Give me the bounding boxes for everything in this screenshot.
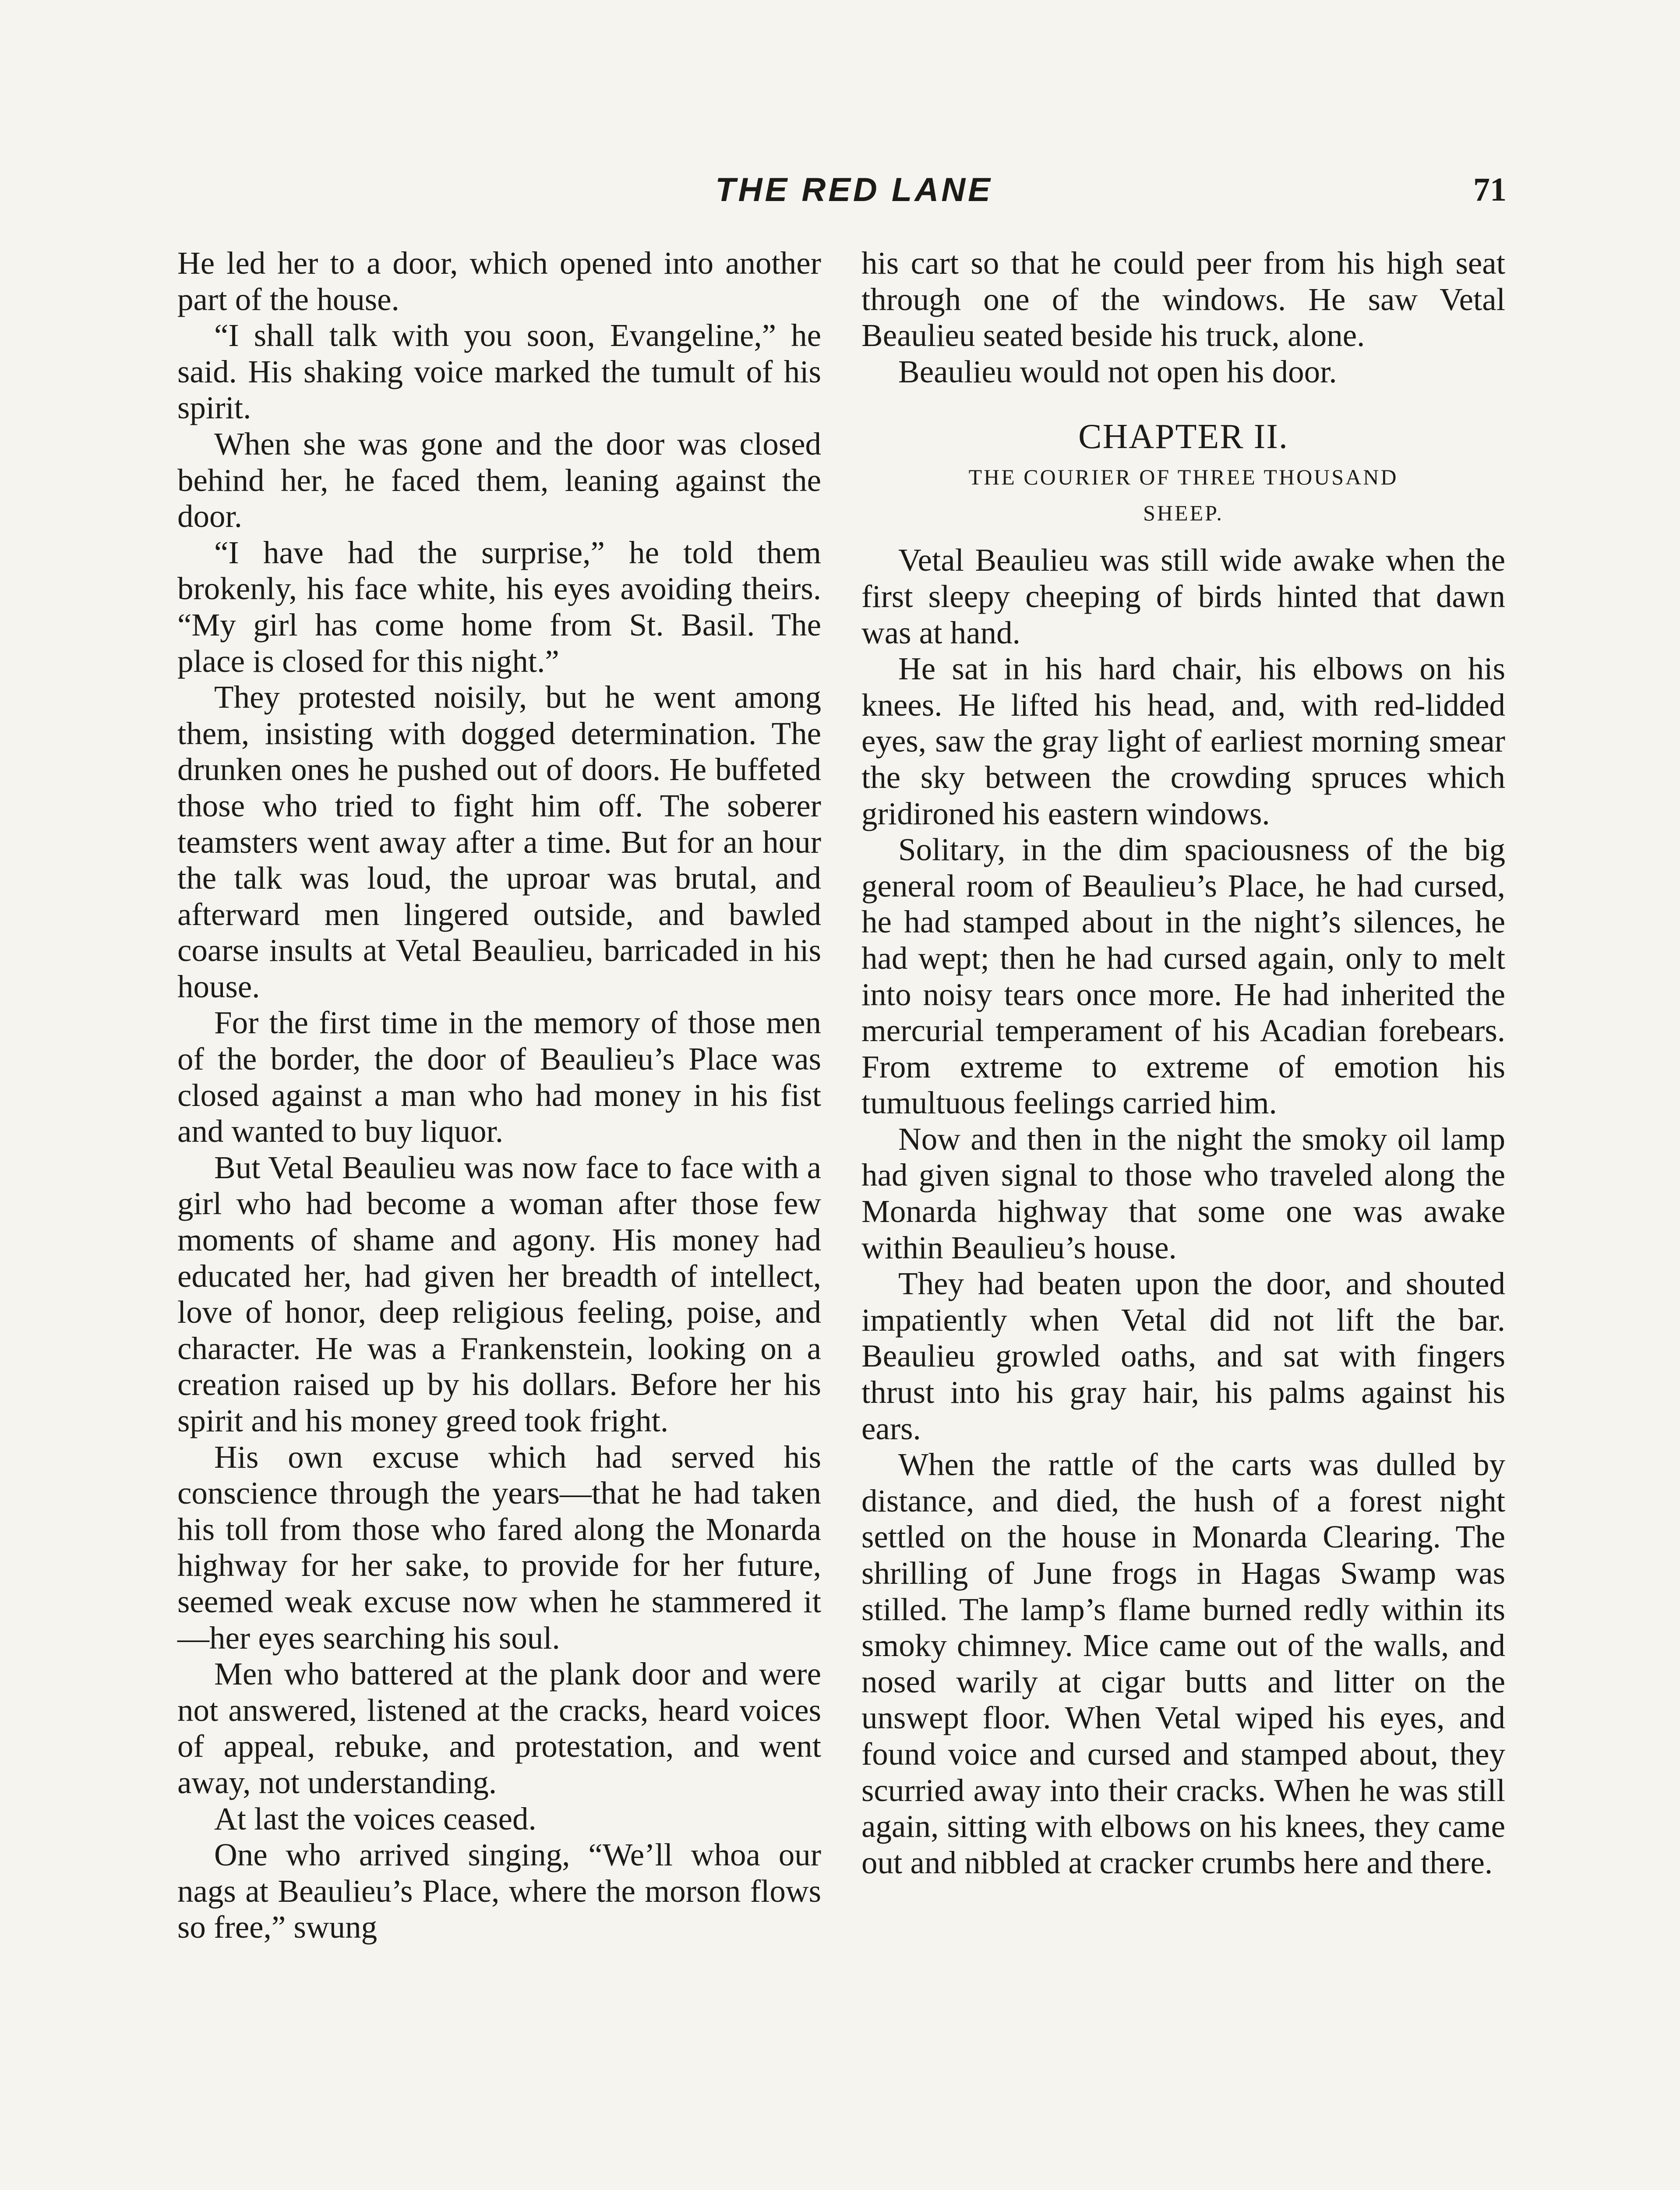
paragraph: When she was gone and the door was closed behind her, he faced them, leaning against the door. [177, 426, 821, 534]
left-column [177, 245, 821, 1946]
paragraph: “I have had the surprise,” he told them brokenly, his face white, his eyes avoiding theirs. “My girl has come home from St. Basil. The place is closed for this night.” [177, 534, 821, 679]
paragraph: When the rattle of the carts was dulled by distance, and died, the hush of a forest night settled on the house in Monarda Clearing. The shrilling of June frogs in Hagas Swamp was stilled. The lamp’s flame burned redly within its smoky chimney. Mice came out of the walls, and nosed warily at cigar butts and litter on the unswept floor. When Vetal wiped his eyes, and found voice and cursed and stamped about, they scurried away into their cracks. When he was still again, sitting with elbows on his knees, they came out and nibbled at cracker crumbs here and there. [861, 1447, 1505, 1880]
paragraph: Solitary, in the dim spaciousness of the big general room of Beaulieu’s Place, he had cursed, he had stamped about in the night’s silences, he had wept; then he had cursed again, only to melt into noisy tears once more. He had inherited the mercurial temperament of his Acadian forebears. From extreme to extreme of emotion his tumultuous feelings carried him. [861, 832, 1505, 1121]
chapter-heading: CHAPTER II. [1078, 417, 1288, 456]
paragraph: Now and then in the night the smoky oil lamp had given signal to those who traveled along the Monarda highway that some one was awake within Beaulieu’s house. [861, 1121, 1505, 1265]
page-number: 71 [1473, 171, 1507, 208]
running-title: THE RED LANE [715, 171, 993, 208]
paragraph: At last the voices ceased. [214, 1801, 536, 1837]
paragraph: They protested noisily, but he went among them, insisting with dogged determination. The drunken ones he pushed out of doors. He buffeted those who tried to fight him off. The soberer teamsters went away after a time. But for an hour the talk was loud, the uproar was brutal, and afterward men lingered outside, and bawled coarse insults at Vetal Beaulieu, barricaded in his house. [177, 679, 821, 1004]
chapter-subtitle [861, 459, 1505, 531]
paragraph: He led her to a door, which opened into another part of the house. [177, 245, 821, 317]
paragraph: “I shall talk with you soon, Evangeline,” he said. His shaking voice marked the tumult of his spirit. [177, 318, 821, 426]
chapter-subtitle-line: SHEEP. [1143, 501, 1224, 526]
paragraph: He sat in his hard chair, his elbows on his knees. He lifted his head, and, with red-lidded eyes, saw the gray light of earliest morning smear the sky between the crowding spruces which gridironed his eastern windows. [861, 651, 1505, 831]
paragraph: They had beaten upon the door, and shouted impatiently when Vetal did not lift the bar. Beaulieu growled oaths, and sat with fingers thrust into his gray hair, his palms against his ears. [861, 1266, 1505, 1446]
paragraph: For the first time in the memory of those men of the border, the door of Beaulieu’s Place was closed against a man who had money in his fist and wanted to buy liquor. [177, 1005, 821, 1149]
paragraph: Beaulieu would not open his door. [898, 353, 1337, 389]
paragraph: Vetal Beaulieu was still wide awake when the first sleepy cheeping of birds hinted that dawn was at hand. [861, 542, 1505, 650]
right-column [861, 245, 1505, 1881]
paragraph: His own excuse which had served his conscience through the years—that he had taken his toll from those who fared along the Monarda highway for her sake, to provide for her future, seemed weak excuse now when he stammered it —her eyes searching his soul. [177, 1439, 821, 1656]
paragraph: One who arrived singing, “We’ll whoa our nags at Beaulieu’s Place, where the morson flows so free,” swung [177, 1837, 821, 1945]
paragraph: Men who battered at the plank door and were not answered, listened at the cracks, heard voices of appeal, rebuke, and protestation, and went away, not understanding. [177, 1656, 821, 1800]
paragraph: But Vetal Beaulieu was now face to face with a girl who had become a woman after those few moments of shame and agony. His money had educated her, had given her breadth of intellect, love of honor, deep religious feeling, poise, and character. He was a Frankenstein, looking on a creation raised up by his dollars. Before her his spirit and his money greed took fright. [177, 1149, 821, 1438]
paragraph-continuation: his cart so that he could peer from his high seat through one of the windows. He saw Vetal Beaulieu seated beside his truck, alone. [861, 245, 1505, 353]
page-header [0, 171, 1680, 219]
chapter-subtitle-line: THE COURIER OF THREE THOUSAND [968, 465, 1398, 490]
